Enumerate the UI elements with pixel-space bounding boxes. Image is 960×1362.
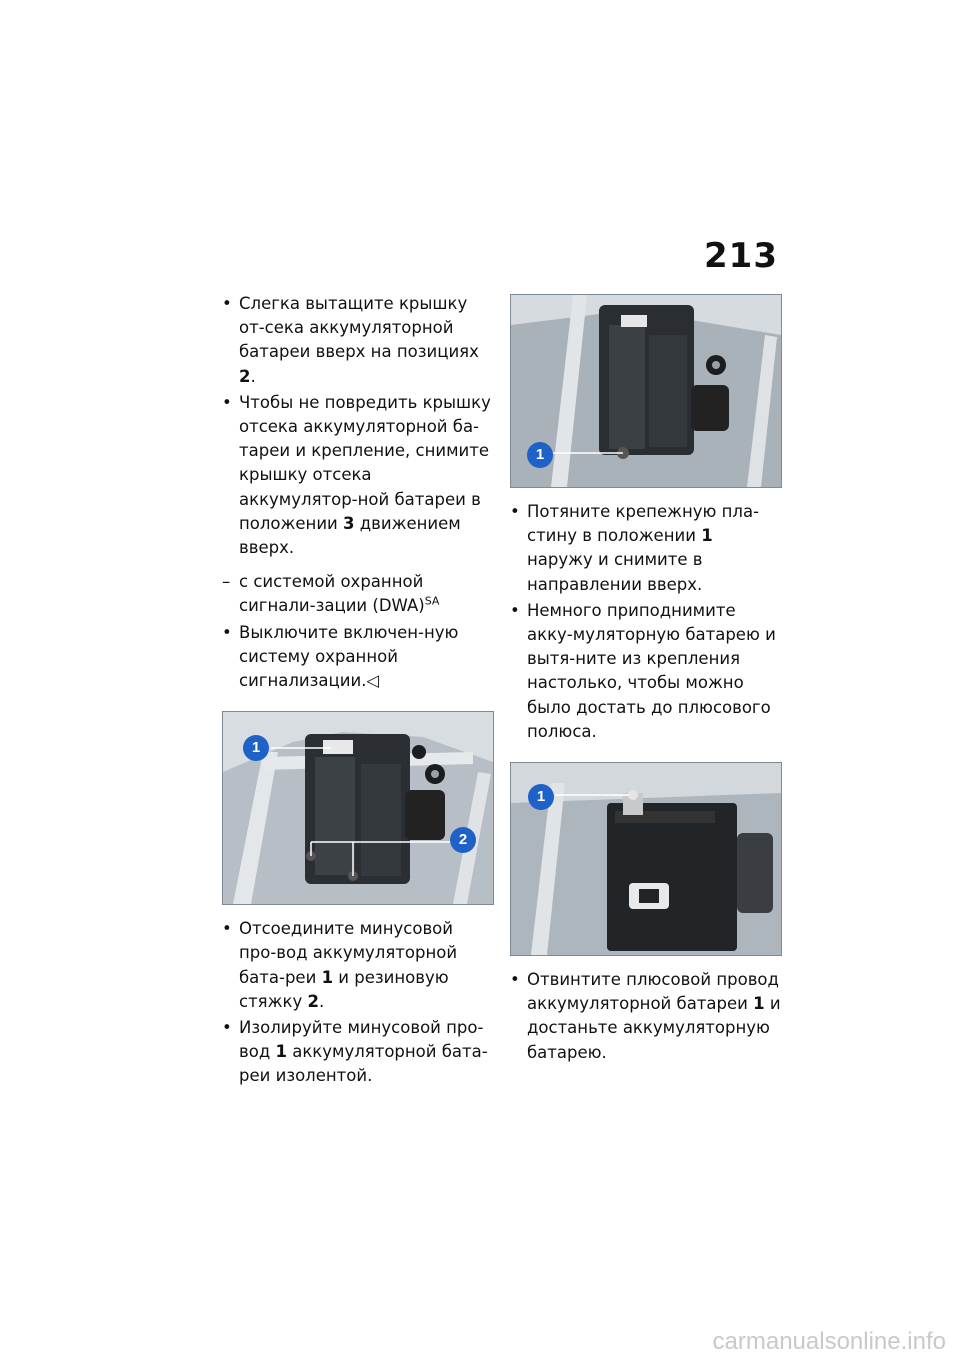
step-pull-cover: • Слегка вытащите крышку от-сека аккумуляторной батареи вверх на позициях 2. [222,294,479,386]
right-column [510,294,782,1067]
callout-1: 1 [243,735,269,761]
step-disconnect-negative: • Отсоедините минусовой про-вод аккумуляторной бата-реи 1 и резиновую стяжку 2. [222,919,458,1011]
step-remove-cover: • Чтобы не повредить крышку отсека аккумуляторной ба-тареи и крепление, снимите крышку отсека аккумулятор-ной батареи в положении 3 движением вверх. [222,392,491,558]
step-remove-positive: • Отвинтите плюсовой провод аккумуляторной батареи 1 и достаньте аккумуляторную батарею. [510,970,781,1062]
photo-positive-terminal [510,762,782,956]
step-disable-alarm: • Выключите включен-ную систему охранной сигнализации.◁ [222,622,459,691]
step-lift-battery: • Немного приподнимите акку-муляторную батарею и вытя-ните из крепления настолько, чтобы можно было достать до плюсового полюса. [510,600,776,741]
condition-dwa: – с системой охранной сигнали-зации (DWA)$^{SA}$ [222,572,440,616]
step-pull-plate: • Потяните крепежную пла-стину в положении 1 наружу и снимите в направлении вверх. [510,502,760,594]
left-column [222,292,494,1091]
callout-1: 1 [528,784,554,810]
photo-battery-cover [222,711,494,905]
page-number: 213 [704,236,778,276]
photo-retaining-plate [510,294,782,488]
watermark: carmanualsonline.info [712,1328,946,1355]
step-insulate-negative: • Изолируйте минусовой про-вод 1 аккумуляторной бата-реи изолентой. [222,1018,488,1086]
callout-1: 1 [527,442,553,468]
callout-2: 2 [450,827,476,853]
